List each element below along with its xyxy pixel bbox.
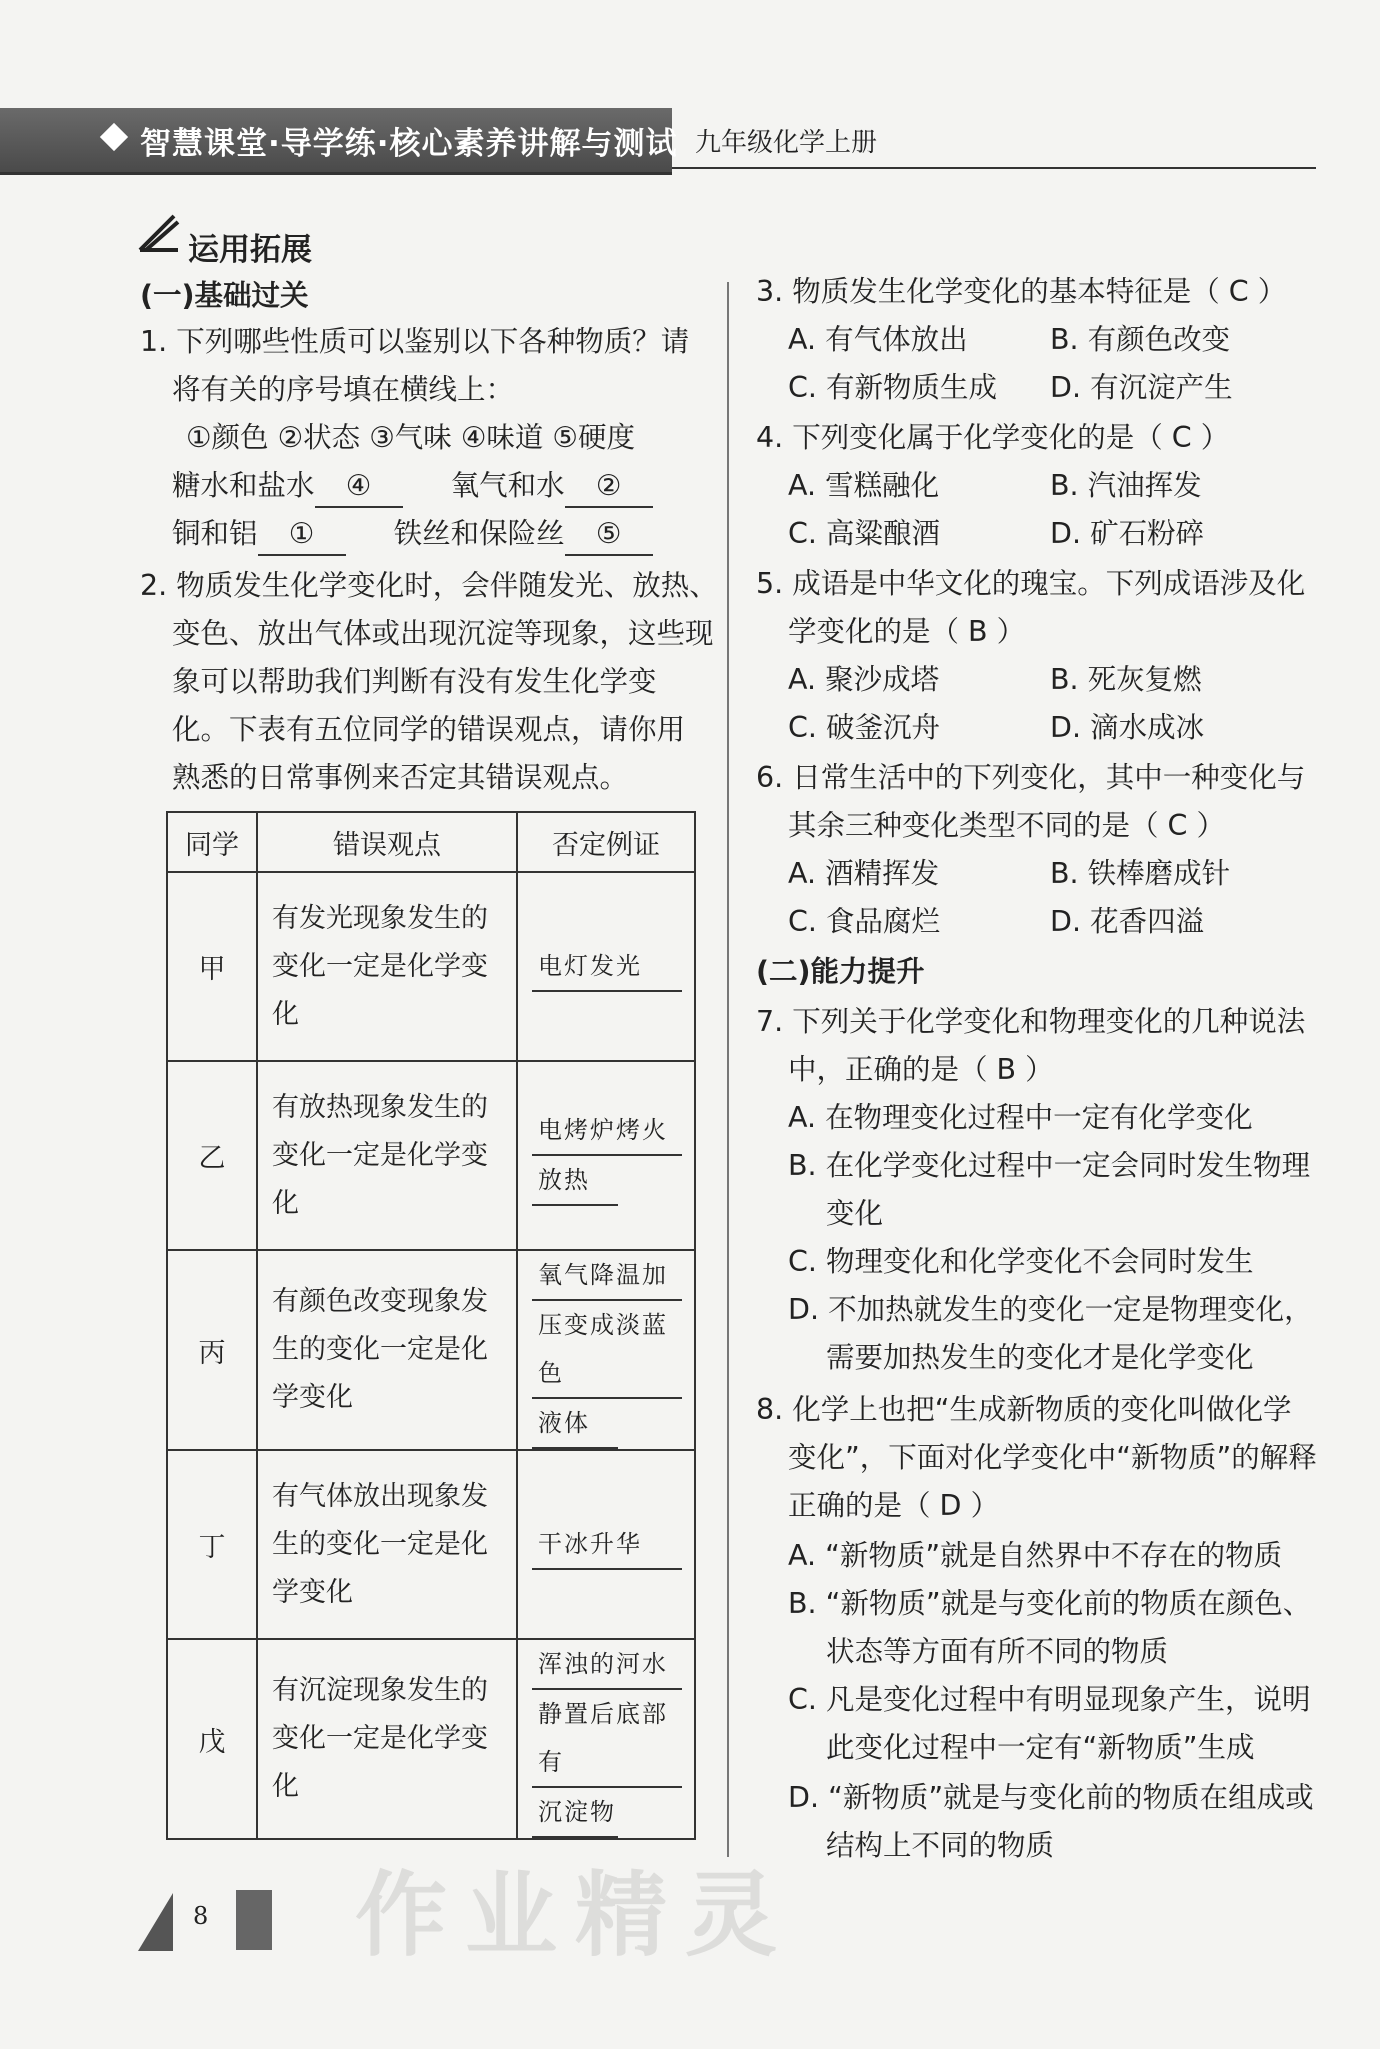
q2-line2: 变色、放出气体或出现沉淀等现象，这些现 — [172, 617, 714, 650]
counter-example-line: 沉淀物 — [532, 1788, 618, 1838]
header-subtitle: 九年级化学上册 — [695, 128, 878, 158]
part2-title: (二)能力提升 — [756, 955, 925, 988]
counter-example-line: 静置后底部有 — [532, 1690, 682, 1788]
counter-example — [517, 1450, 695, 1639]
counter-example-line: 液体 — [532, 1399, 618, 1449]
q1-options: ①颜色 ②状态 ③气味 ④味道 ⑤硬度 — [186, 421, 635, 454]
q6-option-d: D. 花香四溢 — [1050, 905, 1205, 938]
q6-stem-line2: 其余三种变化类型不同的是（ C ） — [788, 809, 1226, 842]
q4-option-b: B. 汽油挥发 — [1050, 469, 1202, 502]
q7-option-d-line2: 需要加热发生的变化才是化学变化 — [826, 1341, 1254, 1374]
footer-triangle-icon — [138, 1893, 173, 1951]
wrong-view: 有放热现象发生的变化一定是化学变化 — [257, 1061, 517, 1250]
q7-option-a: A. 在物理变化过程中一定有化学变化 — [788, 1101, 1253, 1134]
wrong-view: 有沉淀现象发生的变化一定是化学变化 — [257, 1639, 517, 1839]
q8-stem-line1: 8. 化学上也把“生成新物质的变化叫做化学 — [756, 1393, 1292, 1426]
wrong-view: 有颜色改变现象发生的变化一定是化学变化 — [257, 1250, 517, 1450]
q7-stem-line1: 7. 下列关于化学变化和物理变化的几种说法 — [756, 1005, 1306, 1038]
q5-stem-line2: 学变化的是（ B ） — [788, 615, 1026, 648]
student-name: 乙 — [167, 1061, 257, 1250]
watermark: 作业精灵 — [355, 1862, 796, 1969]
q8-option-d-line2: 结构上不同的物质 — [826, 1829, 1055, 1862]
counter-example-line: 干冰升华 — [532, 1520, 682, 1570]
q5-option-b: B. 死灰复燃 — [1050, 663, 1202, 696]
column-divider — [727, 282, 729, 1857]
q8-option-c-line1: C. 凡是变化过程中有明显现象产生，说明 — [788, 1683, 1311, 1716]
table-header-cell: 错误观点 — [257, 812, 517, 872]
q7-option-d-line1: D. 不加热就发生的变化一定是物理变化， — [788, 1293, 1313, 1326]
student-name: 丁 — [167, 1450, 257, 1639]
q1-pair1-answer: ④ — [315, 466, 403, 508]
counter-example — [517, 872, 695, 1061]
student-name: 戊 — [167, 1639, 257, 1839]
q6-option-a: A. 酒精挥发 — [788, 857, 940, 890]
q1-pair3-label: 铜和铝 — [172, 517, 258, 550]
q8-option-c-line2: 此变化过程中一定有“新物质”生成 — [826, 1731, 1255, 1764]
q3-option-c: C. 有新物质生成 — [788, 371, 998, 404]
q6-stem-line1: 6. 日常生活中的下列变化，其中一种变化与 — [756, 761, 1306, 794]
wrong-view: 有发光现象发生的变化一定是化学变化 — [257, 872, 517, 1061]
q7-option-b-line1: B. 在化学变化过程中一定会同时发生物理 — [788, 1149, 1311, 1182]
student-name: 丙 — [167, 1250, 257, 1450]
header-rule — [672, 167, 1316, 169]
counter-example — [517, 1061, 695, 1250]
table-row — [167, 1639, 695, 1839]
table-row — [167, 1450, 695, 1639]
q6-option-c: C. 食品腐烂 — [788, 905, 941, 938]
q8-stem-line3: 正确的是（ D ） — [788, 1489, 1000, 1522]
q5-stem-line1: 5. 成语是中华文化的瑰宝。下列成语涉及化 — [756, 567, 1306, 600]
q2-line3: 象可以帮助我们判断有没有发生化学变 — [172, 665, 657, 698]
q1-pair4-answer: ⑤ — [565, 514, 653, 556]
wrong-view: 有气体放出现象发生的变化一定是化学变化 — [257, 1450, 517, 1639]
footer-block — [236, 1890, 272, 1950]
q2-line1: 2. 物质发生化学变化时，会伴随发光、放热、 — [140, 569, 718, 602]
q7-option-b-line2: 变化 — [826, 1197, 884, 1230]
q8-stem-line2: 变化”，下面对化学变化中“新物质”的解释 — [788, 1441, 1317, 1474]
q8-option-a: A. “新物质”就是自然界中不存在的物质 — [788, 1539, 1283, 1572]
table-header-cell: 同学 — [167, 812, 257, 872]
q1-row1 — [172, 466, 653, 508]
q5-option-d: D. 滴水成冰 — [1050, 711, 1205, 744]
counter-example-line: 电灯发光 — [532, 942, 682, 992]
q6-option-b: B. 铁棒磨成针 — [1050, 857, 1231, 890]
q1-stem-line2: 将有关的序号填在横线上： — [172, 373, 515, 406]
counter-example-line: 放热 — [532, 1156, 618, 1206]
q3-option-d: D. 有沉淀产生 — [1050, 371, 1233, 404]
counter-example-line: 浑浊的河水 — [532, 1640, 682, 1690]
q3-stem: 3. 物质发生化学变化的基本特征是（ C ） — [756, 275, 1287, 308]
section-title: 运用拓展 — [188, 232, 312, 268]
counter-example-line: 电烤炉烤火 — [532, 1106, 682, 1156]
page-number: 8 — [193, 1902, 209, 1930]
table-header-cell: 否定例证 — [517, 812, 695, 872]
q3-option-b: B. 有颜色改变 — [1050, 323, 1231, 356]
table-row — [167, 872, 695, 1061]
q4-option-c: C. 高粱酿酒 — [788, 517, 941, 550]
error-views-table — [166, 811, 696, 1840]
q1-pair3-answer: ① — [258, 514, 346, 556]
q1-pair1-label: 糖水和盐水 — [172, 469, 315, 502]
counter-example-line: 压变成淡蓝色 — [532, 1301, 682, 1399]
q3-option-a: A. 有气体放出 — [788, 323, 968, 356]
counter-example — [517, 1250, 695, 1450]
table-row — [167, 1250, 695, 1450]
q1-stem-line1: 1. 下列哪些性质可以鉴别以下各种物质？请 — [140, 325, 690, 358]
counter-example — [517, 1639, 695, 1839]
q4-option-d: D. 矿石粉碎 — [1050, 517, 1205, 550]
q5-option-a: A. 聚沙成塔 — [788, 663, 940, 696]
q8-option-d-line1: D. “新物质”就是与变化前的物质在组成或 — [788, 1781, 1314, 1814]
q4-option-a: A. 雪糕融化 — [788, 469, 940, 502]
q8-option-b-line1: B. “新物质”就是与变化前的物质在颜色、 — [788, 1587, 1312, 1620]
table-header-row — [167, 812, 695, 872]
q7-stem-line2: 中，正确的是（ B ） — [788, 1053, 1054, 1086]
q2-line5: 熟悉的日常事例来否定其错误观点。 — [172, 761, 629, 794]
header-title: 智慧课堂·导学练·核心素养讲解与测试 — [140, 126, 678, 162]
q1-pair2-answer: ② — [565, 466, 653, 508]
q2-line4: 化。下表有五位同学的错误观点，请你用 — [172, 713, 686, 746]
q8-option-b-line2: 状态等方面有所不同的物质 — [826, 1635, 1169, 1668]
counter-example-line: 氧气降温加 — [532, 1251, 682, 1301]
q4-stem: 4. 下列变化属于化学变化的是（ C ） — [756, 421, 1230, 454]
q7-option-c: C. 物理变化和化学变化不会同时发生 — [788, 1245, 1254, 1278]
pen-stroke-icon — [138, 210, 182, 254]
q1-pair2-label: 氧气和水 — [450, 469, 565, 502]
q1-row2 — [172, 514, 653, 556]
q1-pair4-label: 铁丝和保险丝 — [393, 517, 565, 550]
part1-title: (一)基础过关 — [140, 279, 309, 312]
q5-option-c: C. 破釜沉舟 — [788, 711, 941, 744]
student-name: 甲 — [167, 872, 257, 1061]
table-row — [167, 1061, 695, 1250]
